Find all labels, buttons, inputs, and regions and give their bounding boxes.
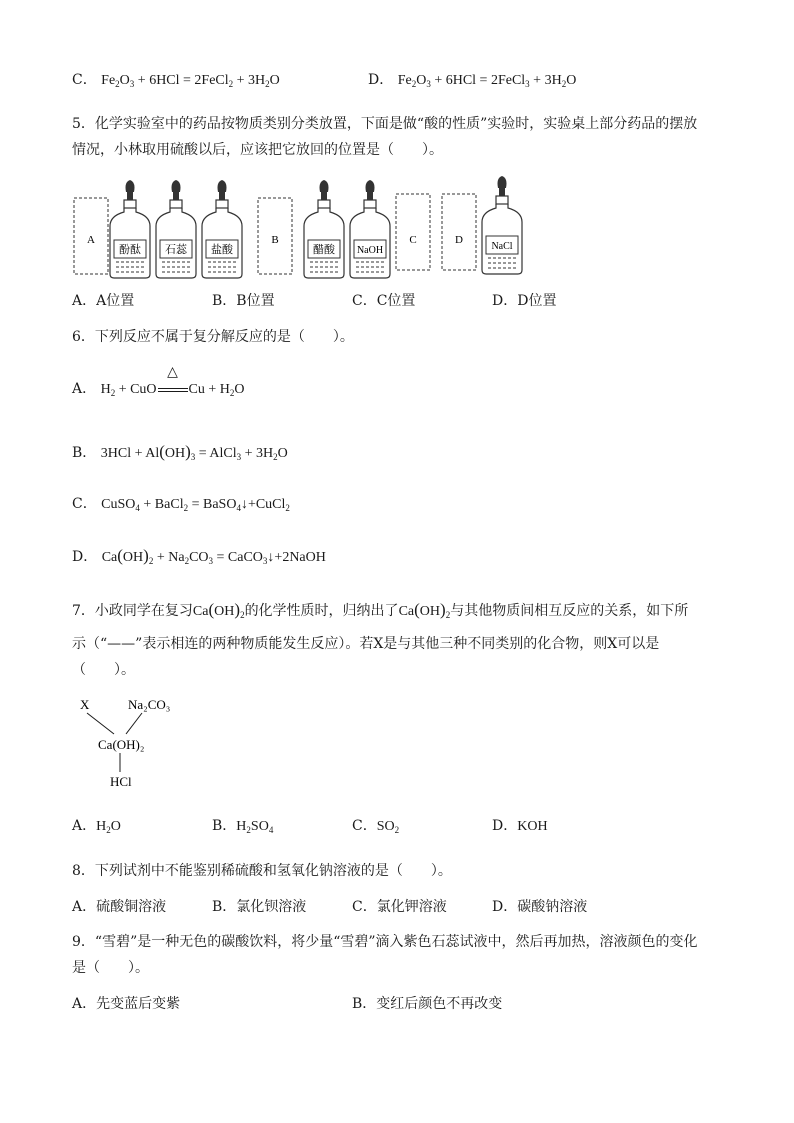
q5-option-a[interactable]: A．A位置 bbox=[72, 293, 135, 309]
q5-option-c[interactable]: C．C位置 bbox=[352, 293, 416, 309]
position-box-c bbox=[396, 194, 430, 270]
q7-stem-part1: 7．小政同学在复习 bbox=[72, 603, 193, 619]
q9-stem-line2: 是（ ）。 bbox=[72, 960, 149, 976]
q7-option-a-label: A． bbox=[72, 818, 97, 834]
q6-option-d-label: D． bbox=[72, 549, 98, 565]
q4-option-d[interactable] bbox=[368, 70, 576, 91]
q7-relation-diagram bbox=[70, 692, 200, 792]
bottle-nacl bbox=[482, 176, 522, 274]
heating-condition bbox=[157, 365, 189, 400]
q6-option-d[interactable] bbox=[72, 546, 326, 568]
q8-stem: 8．下列试剂中不能鉴别稀硫酸和氢氧化钠溶液的是（ ）。 bbox=[72, 863, 452, 879]
q7-option-d-label: D． bbox=[492, 818, 518, 834]
bottle-label: NaCl bbox=[491, 241, 513, 252]
diagram-hcl: HCl bbox=[110, 774, 132, 789]
q6-option-d-formula: $Ca(OH)_2 + Na_2CO_3$ = CaCO$_3$↓+2NaOH bbox=[101, 546, 326, 566]
bottle-naoh bbox=[350, 180, 390, 278]
bottle-phenolphthalein bbox=[110, 180, 150, 278]
q7-option-b-formula: $H_2SO_4$ bbox=[236, 819, 274, 835]
position-d-label: D bbox=[455, 234, 463, 246]
q4-option-c[interactable] bbox=[72, 70, 280, 91]
diagram-x: X bbox=[80, 697, 90, 712]
q6-option-c[interactable] bbox=[72, 494, 290, 515]
bottle-label: 酚酞 bbox=[119, 244, 141, 256]
q8-option-c[interactable]: C．氯化钾溶液 bbox=[352, 899, 447, 915]
q7-formula-caoh2: $Ca(OH)_2$ bbox=[192, 600, 245, 620]
q6-option-a-formula: $H_2$ + CuO △ $Cu + H_2O$ bbox=[100, 365, 245, 398]
q6-option-a-label: A． bbox=[72, 381, 97, 397]
q5-option-b[interactable]: B．B位置 bbox=[212, 293, 275, 309]
link-na2co3-caoh2 bbox=[126, 713, 142, 734]
q7-stem-line3: （ ）。 bbox=[72, 662, 135, 678]
q7-option-d[interactable] bbox=[492, 816, 548, 837]
heat-symbol: △ bbox=[167, 365, 178, 380]
q6-option-b-formula: $3HCl + Al(OH)_3$ = AlCl$_3$ + $3H_2O$ bbox=[100, 442, 288, 462]
q7-option-c[interactable] bbox=[352, 816, 399, 837]
q7-option-a-formula: $H_2O$ bbox=[96, 819, 121, 835]
q7-option-c-formula: $SO_2$ bbox=[376, 819, 400, 835]
q6-option-c-formula: CuSO$_4$ + BaCl$_2$ = BaSO$_4$↓+CuCl$_2$ bbox=[101, 497, 290, 513]
q7-option-d-formula: KOH bbox=[517, 819, 548, 834]
q5-stem-line1: 5．化学实验室中的药品按物质类别分类放置，下面是做“酸的性质”实验时，实验桌上部分药品的摆放 bbox=[72, 116, 698, 132]
q7-option-a[interactable] bbox=[72, 816, 121, 837]
diagram-na2co3: Na₂CO₃ bbox=[128, 697, 171, 712]
position-b-label: B bbox=[271, 234, 279, 246]
q6-option-b-label: B． bbox=[72, 445, 97, 461]
q7-option-c-label: C． bbox=[352, 818, 377, 834]
q8-option-a[interactable]: A．硫酸铜溶液 bbox=[72, 899, 167, 915]
q5-shelf-diagram bbox=[60, 170, 540, 280]
q6-stem: 6．下列反应不属于复分解反应的是（ ）。 bbox=[72, 329, 354, 345]
q8-option-d[interactable]: D．碳酸钠溶液 bbox=[492, 899, 588, 915]
q7-option-b[interactable] bbox=[212, 816, 273, 837]
diagram-caoh2: Ca(OH)₂ bbox=[98, 737, 145, 752]
bottle-litmus bbox=[156, 180, 196, 278]
q4-option-c-label: C． bbox=[72, 72, 97, 88]
q9-option-b[interactable]: B．变红后颜色不再改变 bbox=[352, 996, 503, 1012]
q5-option-d[interactable]: D．D位置 bbox=[492, 293, 557, 309]
q6-option-b[interactable] bbox=[72, 442, 288, 464]
q7-stem-line2: 示（“——”表示相连的两种物质能发生反应）。若X是与其他三种不同类别的化合物，则X可以是 bbox=[72, 636, 660, 652]
bottle-label: 盐酸 bbox=[211, 244, 233, 256]
q7-formula-caoh2-2: $Ca(OH)_2$ bbox=[398, 600, 451, 620]
q4-option-c-formula: $Fe_2O_3 + 6HCl$ = 2FeCl$_2$ + $3H_2O$ bbox=[101, 73, 280, 89]
bottle-label: NaOH bbox=[356, 245, 384, 256]
q9-option-a[interactable]: A．先变蓝后变紫 bbox=[72, 996, 181, 1012]
position-c-label: C bbox=[409, 234, 417, 246]
position-box-d bbox=[442, 194, 476, 270]
q7-stem-line1 bbox=[72, 600, 688, 622]
q7-stem-part3: 与其他物质间相互反应的关系，如下所 bbox=[450, 603, 689, 619]
q8-option-b[interactable]: B．氯化钡溶液 bbox=[212, 899, 307, 915]
q7-option-b-label: B． bbox=[212, 818, 237, 834]
bottle-label: 醋酸 bbox=[313, 244, 335, 256]
position-a-label: A bbox=[87, 234, 95, 246]
q9-stem-line1: 9．“雪碧”是一种无色的碳酸饮料，将少量“雪碧”滴入紫色石蕊试液中，然后再加热，溶液颜色的变化 bbox=[72, 934, 698, 950]
q6-option-c-label: C． bbox=[72, 496, 97, 512]
link-x-caoh2 bbox=[87, 713, 114, 734]
q4-option-d-formula: $Fe_2O_3 + 6HCl$ = 2FeCl$_3$ + $3H_2O$ bbox=[397, 73, 577, 89]
q7-stem-part2: 的化学性质时，归纳出了 bbox=[244, 603, 399, 619]
q5-stem-line2: 情况，小林取用硫酸以后，应该把它放回的位置是（ ）。 bbox=[72, 142, 443, 158]
bottle-label: 石蕊 bbox=[165, 244, 187, 256]
q4-option-d-label: D． bbox=[368, 72, 394, 88]
bottle-acetic-acid bbox=[304, 180, 344, 278]
bottle-hydrochloric-acid bbox=[202, 180, 242, 278]
q6-option-a[interactable] bbox=[72, 365, 245, 400]
